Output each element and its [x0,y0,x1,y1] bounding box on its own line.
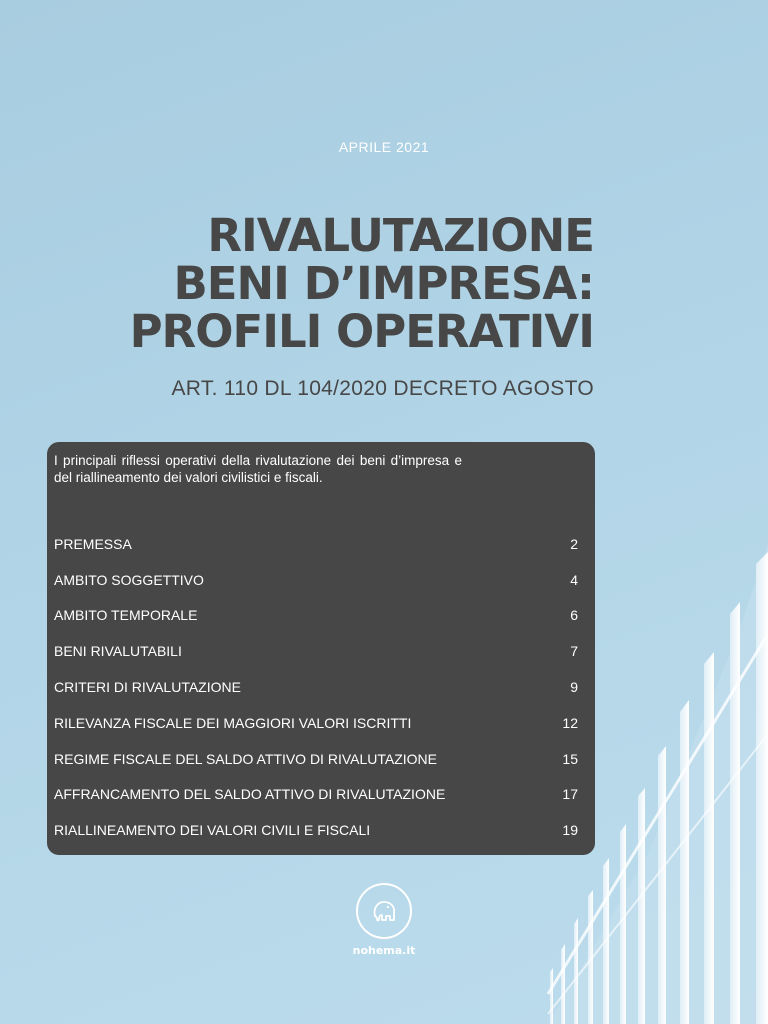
toc-item-page: 19 [562,822,578,839]
toc-item-page: 7 [570,643,578,660]
publication-date: APRILE 2021 [338,139,430,155]
toc-item-premessa[interactable] [54,526,578,562]
toc-item-page: 12 [562,714,578,731]
toc-item-riallineamento[interactable] [54,812,578,848]
toc-item-regime-fiscale[interactable] [54,741,578,777]
toc-item-label: BENI RIVALUTABILI [54,643,182,660]
elephant-icon [369,896,399,926]
toc-item-label: PREMESSA [54,535,132,552]
brand-site-text[interactable]: nohema.it [352,944,416,957]
toc-item-page: 17 [562,786,578,803]
toc-item-ambito-temporale[interactable] [54,598,578,634]
toc-item-label: RIALLINEAMENTO DEI VALORI CIVILI E FISCALI [54,822,371,839]
title-line: RIVALUTAZIONE [207,209,594,262]
toc-item-label: AFFRANCAMENTO DEL SALDO ATTIVO DI RIVALUTAZIONE [54,786,446,803]
toc-item-beni-rivalutabili[interactable] [54,633,578,669]
page-title [129,209,594,358]
title-line: PROFILI OPERATIVI [129,305,594,358]
toc-item-label: AMBITO SOGGETTIVO [54,571,204,588]
toc-item-rilevanza-fiscale[interactable] [54,705,578,741]
toc-item-label: REGIME FISCALE DEL SALDO ATTIVO DI RIVALUTAZIONE [54,750,438,767]
toc-item-affrancamento[interactable] [54,777,578,813]
toc-item-label: RILEVANZA FISCALE DEI MAGGIORI VALORI ISCRITTI [54,714,412,731]
title-line: BENI D’IMPRESA: [173,257,594,310]
page-subtitle: ART. 110 DL 104/2020 DECRETO AGOSTO [171,377,594,400]
toc-item-page: 2 [570,535,578,552]
intro-text: I principali riflessi operativi della rivalutazione dei beni d’impresa e del riallineamento dei valori civilistici e fiscali. [54,453,462,485]
toc-item-page: 6 [570,607,578,624]
table-of-contents [54,526,578,848]
toc-item-page: 15 [562,750,578,767]
toc-item-label: AMBITO TEMPORALE [54,607,198,624]
toc-item-page: 9 [570,679,578,696]
summary-panel [47,442,595,855]
toc-item-ambito-soggettivo[interactable] [54,562,578,598]
toc-item-criteri-di-rivalutazione[interactable] [54,669,578,705]
toc-item-label: CRITERI DI RIVALUTAZIONE [54,679,241,696]
toc-item-page: 4 [570,571,578,588]
brand-logo[interactable] [356,883,412,939]
